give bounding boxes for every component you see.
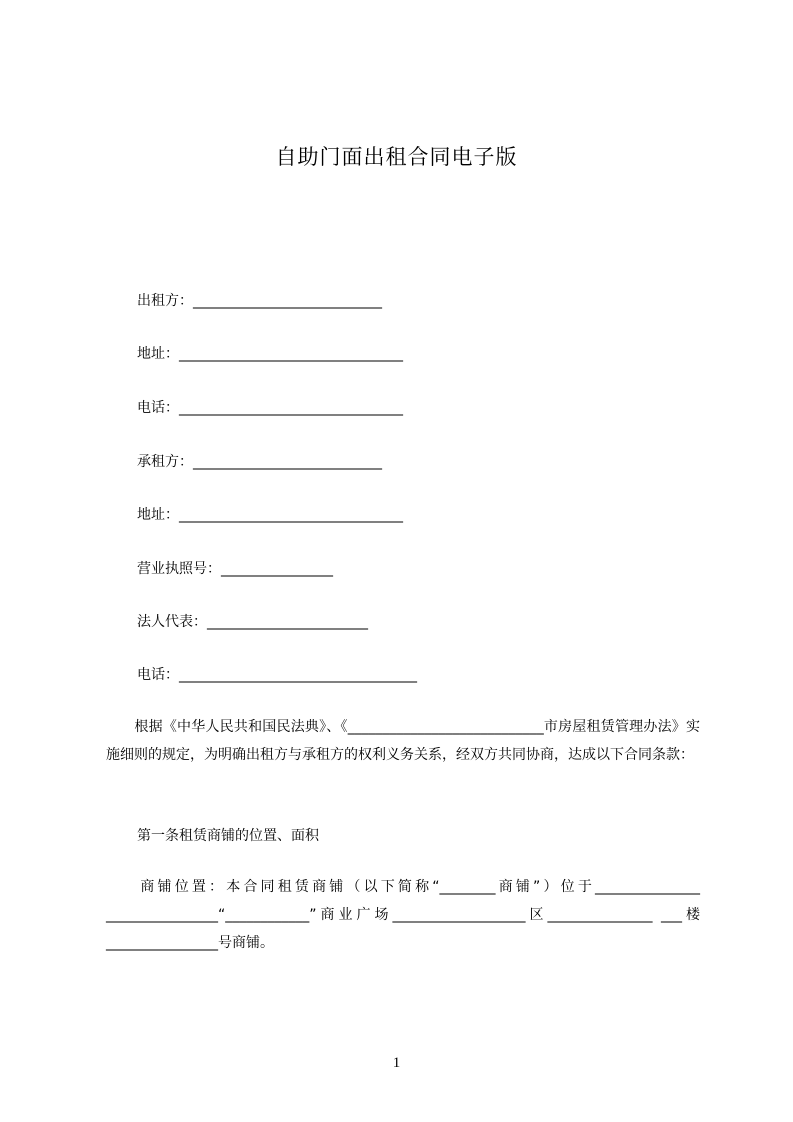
article-heading: 第一条租赁商铺的位置、面积 xyxy=(137,828,319,844)
lessee-address-field: 地址：________________________________ xyxy=(137,507,403,523)
lessee-phone-field: 电话：__________________________________ xyxy=(137,667,417,683)
legal-representative-field: 法人代表：_______________________ xyxy=(137,614,368,630)
lessor-phone-field: 电话：________________________________ xyxy=(137,400,403,416)
document-title: 自助门面出租合同电子版 xyxy=(275,145,518,169)
article-paragraph: 商铺位置：本合同租赁商铺（以下简称“________商铺”）位于_______________ ________________“____________”商业广场___________________区_______________ ___楼________________号商铺。 xyxy=(106,879,700,951)
lessor-address-field: 地址：________________________________ xyxy=(137,346,403,362)
business-license-field: 营业执照号：________________ xyxy=(137,561,333,577)
lessor-field: 出租方：___________________________ xyxy=(137,293,382,309)
page-number: 1 xyxy=(392,1055,401,1071)
intro-paragraph: 根据《中华人民共和国民法典》、《____________________________市房屋租赁管理办法》实施细则的规定，为明确出租方与承租方的权利义务关系，经双方共同协商，达成以下合同条款： xyxy=(106,719,700,763)
lessee-field: 承租方：___________________________ xyxy=(137,454,382,470)
